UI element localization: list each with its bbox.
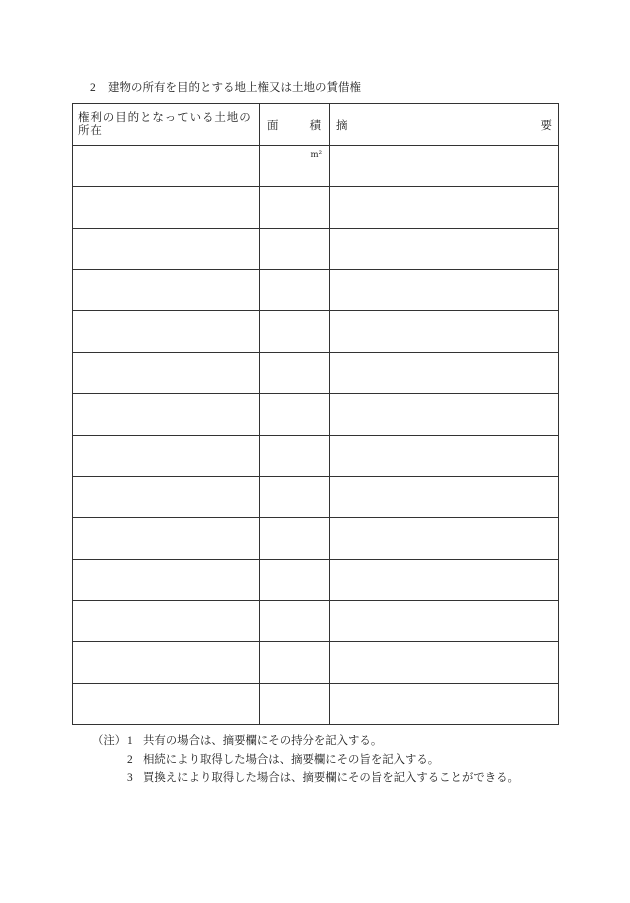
note-item	[92, 751, 519, 770]
note-text: 相続により取得した場合は、摘要欄にその旨を記入する。	[143, 753, 440, 766]
table-row	[73, 394, 559, 435]
cell-remarks	[330, 683, 559, 724]
cell-remarks	[330, 270, 559, 311]
cell-location	[73, 476, 260, 517]
cell-location	[73, 518, 260, 559]
header-remarks	[330, 104, 559, 146]
cell-area	[260, 642, 330, 683]
cell-area	[260, 600, 330, 641]
cell-area	[260, 683, 330, 724]
header-remarks-left: 摘	[336, 119, 348, 132]
note-label: （注）	[92, 735, 127, 747]
cell-area	[260, 146, 330, 187]
table-row	[73, 270, 559, 311]
cell-location	[73, 187, 260, 228]
cell-area	[260, 352, 330, 393]
cell-remarks	[330, 352, 559, 393]
cell-remarks	[330, 642, 559, 683]
cell-area	[260, 394, 330, 435]
note-number: 3	[127, 772, 133, 784]
area-unit: m²	[310, 150, 322, 160]
table-row	[73, 476, 559, 517]
table-row	[73, 228, 559, 269]
table-row	[73, 435, 559, 476]
table-row	[73, 518, 559, 559]
rights-table	[72, 103, 559, 725]
cell-remarks	[330, 311, 559, 352]
note-text: 買換えにより取得した場合は、摘要欄にその旨を記入することができる。	[143, 772, 519, 784]
note-number: 1	[127, 735, 133, 747]
section-number: 2	[90, 82, 96, 94]
cell-remarks	[330, 476, 559, 517]
cell-location	[73, 146, 260, 187]
header-location-line2: 所在	[78, 124, 103, 137]
cell-location	[73, 435, 260, 476]
cell-remarks	[330, 518, 559, 559]
header-location	[73, 104, 260, 146]
table-row	[73, 311, 559, 352]
header-location-line1: 権利の目的となっている土地の	[78, 111, 252, 124]
cell-area	[260, 311, 330, 352]
note-number: 2	[127, 753, 133, 766]
header-area-right: 積	[309, 119, 321, 132]
table-row	[73, 146, 559, 187]
note-item	[92, 769, 519, 788]
table-row	[73, 642, 559, 683]
cell-remarks	[330, 146, 559, 187]
section-title: 建物の所有を目的とする地上権又は土地の賃借権	[108, 82, 361, 94]
header-area-left: 面	[267, 119, 279, 132]
cell-location	[73, 352, 260, 393]
cell-location	[73, 311, 260, 352]
notes	[92, 732, 519, 788]
cell-remarks	[330, 228, 559, 269]
cell-location	[73, 642, 260, 683]
cell-location	[73, 600, 260, 641]
cell-location	[73, 559, 260, 600]
table-row	[73, 559, 559, 600]
cell-remarks	[330, 600, 559, 641]
note-text: 共有の場合は、摘要欄にその持分を記入する。	[143, 735, 383, 747]
cell-area	[260, 228, 330, 269]
cell-remarks	[330, 435, 559, 476]
cell-area	[260, 435, 330, 476]
cell-area	[260, 559, 330, 600]
table-row	[73, 683, 559, 724]
table-row	[73, 187, 559, 228]
cell-location	[73, 683, 260, 724]
cell-location	[73, 228, 260, 269]
table-row	[73, 352, 559, 393]
cell-location	[73, 394, 260, 435]
table-row	[73, 600, 559, 641]
note-item	[92, 732, 519, 751]
cell-remarks	[330, 187, 559, 228]
cell-location	[73, 270, 260, 311]
cell-area	[260, 518, 330, 559]
cell-remarks	[330, 559, 559, 600]
cell-area	[260, 270, 330, 311]
section-heading	[90, 80, 361, 96]
cell-remarks	[330, 394, 559, 435]
header-remarks-right: 要	[540, 119, 552, 132]
cell-area	[260, 476, 330, 517]
table-header-row	[73, 104, 559, 146]
header-area	[260, 104, 330, 146]
cell-area	[260, 187, 330, 228]
